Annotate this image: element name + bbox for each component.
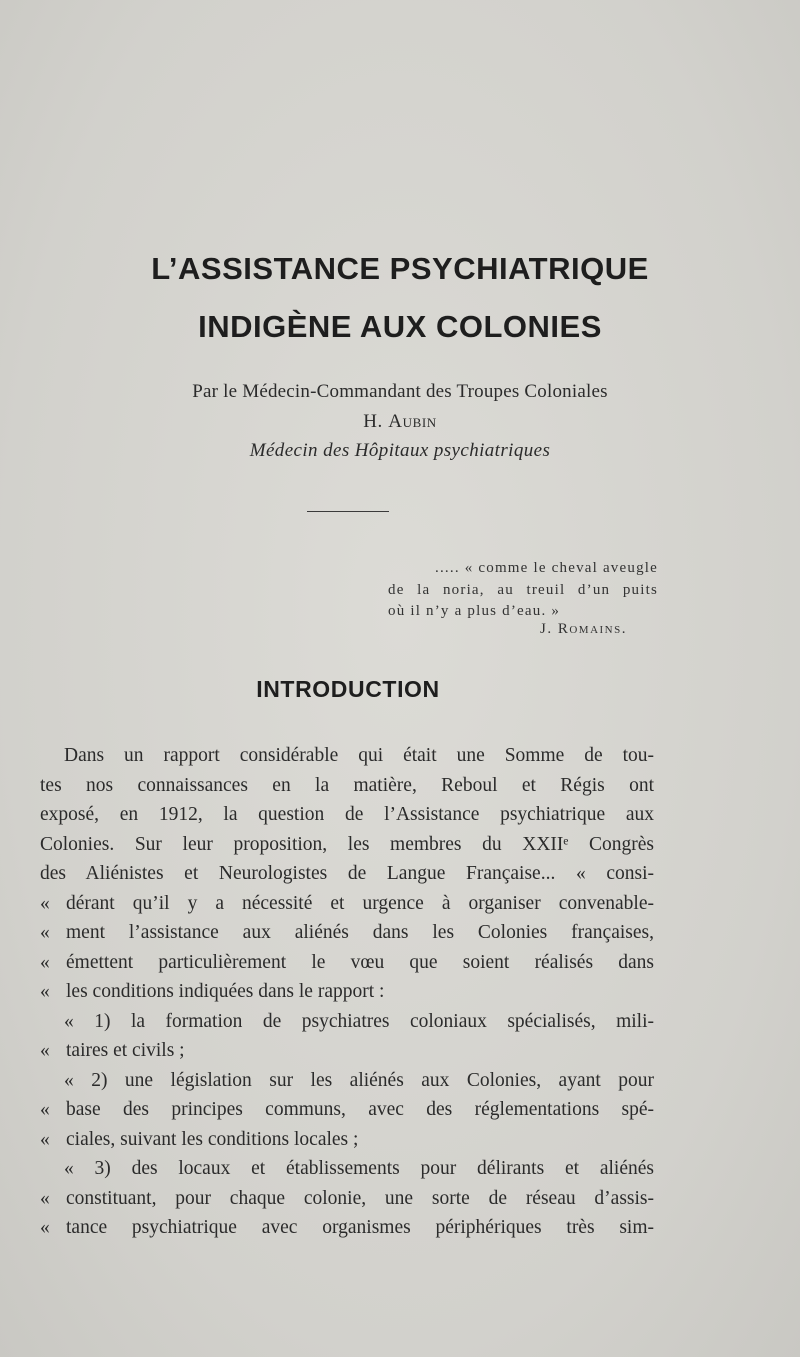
attribution-name: Romains. <box>557 621 627 637</box>
body-line: des Aliénistes et Neurologistes de Langue Française... « consi- <box>40 863 654 884</box>
body-line: émettent particulièrement le vœu que soient réalisés dans <box>66 952 654 973</box>
body-line: tance psychiatrique avec organismes périphériques très sim- <box>66 1217 654 1238</box>
quote-mark: « <box>40 1188 50 1209</box>
author-name: Aubin <box>388 411 437 432</box>
body-line: constituant, pour chaque colonie, une sorte de réseau d’assis- <box>66 1188 654 1209</box>
byline-author <box>0 411 800 433</box>
quote-mark: « <box>40 893 50 914</box>
body-line: ment l’assistance aux aliénés dans les Colonies françaises, <box>66 922 654 943</box>
body-line: « 2) une législation sur les aliénés aux Colonies, ayant pour <box>64 1070 654 1091</box>
body-line: base des principes communs, avec des réglementations spé- <box>66 1099 654 1120</box>
body-line: exposé, en 1912, la question de l’Assistance psychiatrique aux <box>40 804 654 825</box>
section-heading: INTRODUCTION <box>256 676 440 702</box>
attribution-initial: J. <box>540 621 553 637</box>
epigraph-line: où il n’y a plus d’eau. » <box>388 603 561 619</box>
quote-mark: « <box>40 1099 50 1120</box>
quote-mark: « <box>40 952 50 973</box>
body-line: ciales, suivant les conditions locales ; <box>66 1129 359 1150</box>
quote-mark: « <box>40 981 50 1002</box>
byline-rank: Par le Médecin-Commandant des Troupes Coloniales <box>192 381 608 402</box>
separator-rule <box>307 511 389 512</box>
body-line: dérant qu’il y a nécessité et urgence à organiser convenable- <box>66 893 654 914</box>
quote-mark: « <box>40 1217 50 1238</box>
body-line: les conditions indiquées dans le rapport : <box>66 981 385 1002</box>
epigraph-line: ..... « comme le cheval aveugle <box>435 560 658 576</box>
title-line-1: L’ASSISTANCE PSYCHIATRIQUE <box>151 251 649 286</box>
body-line: « 1) la formation de psychiatres coloniaux spécialisés, mili- <box>64 1011 654 1032</box>
body-line: tes nos connaissances en la matière, Reboul et Régis ont <box>40 775 654 796</box>
body-line: Dans un rapport considérable qui était une Somme de tou- <box>64 745 654 766</box>
title-line-2: INDIGÈNE AUX COLONIES <box>198 309 602 344</box>
quote-mark: « <box>40 1040 50 1061</box>
epigraph-attribution <box>540 621 660 638</box>
body-line: Colonies. Sur leur proposition, les membres du XXIIᵉ Congrès <box>40 834 654 855</box>
body-line: taires et civils ; <box>66 1040 185 1061</box>
author-initial: H. <box>363 411 383 432</box>
quote-mark: « <box>40 922 50 943</box>
quote-mark: « <box>40 1129 50 1150</box>
body-line: « 3) des locaux et établissements pour délirants et aliénés <box>64 1158 654 1179</box>
byline-role: Médecin des Hôpitaux psychiatriques <box>249 440 551 461</box>
epigraph-line: de la noria, au treuil d’un puits <box>388 582 658 598</box>
